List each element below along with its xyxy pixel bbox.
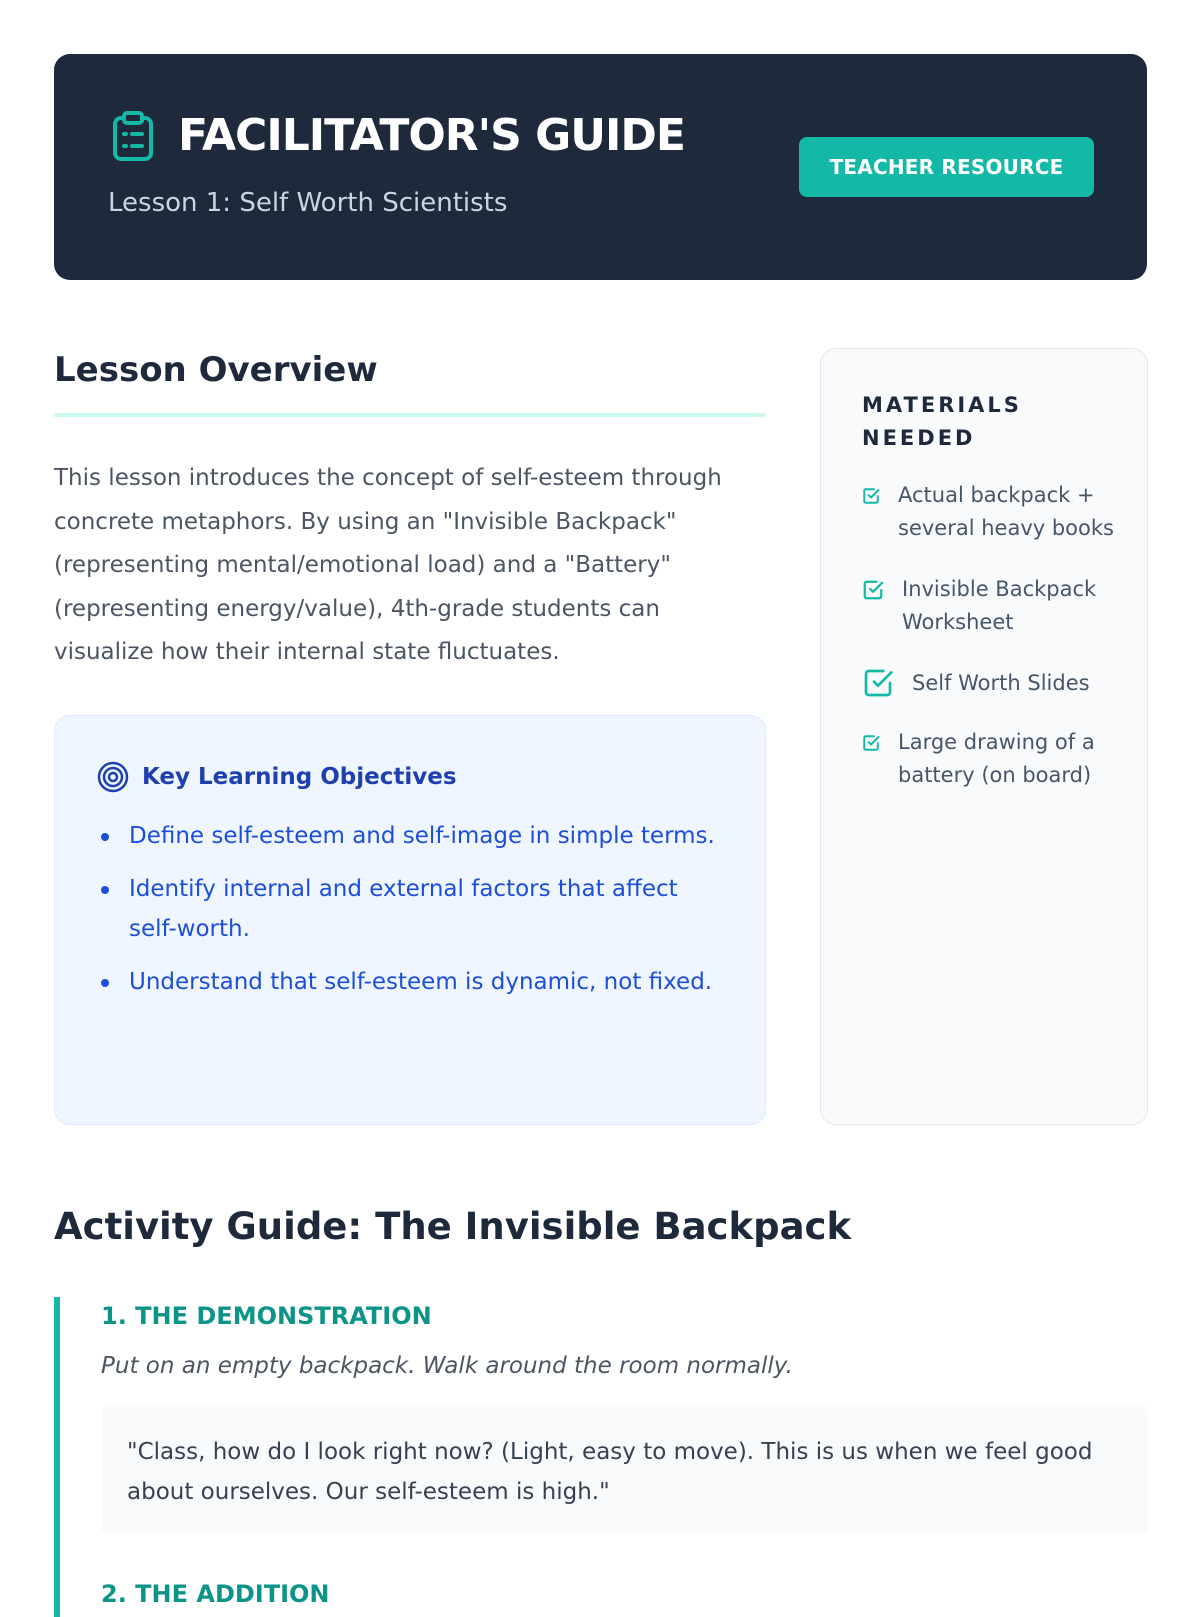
material-item [862,573,1122,639]
clipboard-list-icon [110,110,156,162]
check-square-icon [862,734,880,752]
teacher-resource-badge: TEACHER RESOURCE [799,137,1094,197]
material-label: Actual backpack + several heavy books [898,483,1114,540]
materials-list [862,479,1122,792]
step-title: 2. THE ADDITION [101,1580,330,1608]
material-item [862,726,1122,792]
activity-accent-bar [54,1297,60,1617]
page-title: FACILITATOR'S GUIDE [178,110,685,161]
objective-item: Understand that self-esteem is dynamic, not fixed. [129,962,729,1002]
overview-text: This lesson introduces the concept of self-esteem through concrete metaphors. By using an "Invisible Backpack" (representing mental/emotional load) and a "Battery" (representing energy/value), 4th-grade students can visualize how their internal state fluctuates. [54,465,722,665]
guide-header [54,54,1147,280]
step-instruction: Put on an empty backpack. Walk around the room normally. [101,1353,793,1379]
header-title-row [110,110,685,162]
material-item [862,667,1122,700]
material-item [862,479,1122,545]
target-icon [97,761,129,793]
objective-item: Identify internal and external factors that affect self-worth. [129,869,729,949]
material-label: Large drawing of a battery (on board) [898,730,1095,787]
material-label: Self Worth Slides [912,671,1090,695]
activity-heading: Activity Guide: The Invisible Backpack [54,1205,852,1248]
check-square-icon [862,579,884,601]
objectives-header [97,761,457,793]
materials-title: MATERIALS NEEDED [862,393,1022,450]
lesson-subtitle: Lesson 1: Self Worth Scientists [108,188,508,218]
overview-heading: Lesson Overview [54,350,378,390]
teacher-script: "Class, how do I look right now? (Light, easy to move). This is us when we feel good about ourselves. Our self-esteem is high." [101,1405,1148,1535]
objective-item: Define self-esteem and self-image in simple terms. [129,816,729,856]
step-title: 1. THE DEMONSTRATION [101,1302,432,1330]
overview-divider [54,413,766,417]
objectives-title: Key Learning Objectives [142,764,457,790]
material-label: Invisible Backpack Worksheet [902,577,1097,634]
objectives-list [129,816,729,1015]
objectives-box [54,715,766,1125]
materials-panel [820,348,1148,1125]
check-square-icon [862,667,894,699]
check-square-icon [862,487,880,505]
